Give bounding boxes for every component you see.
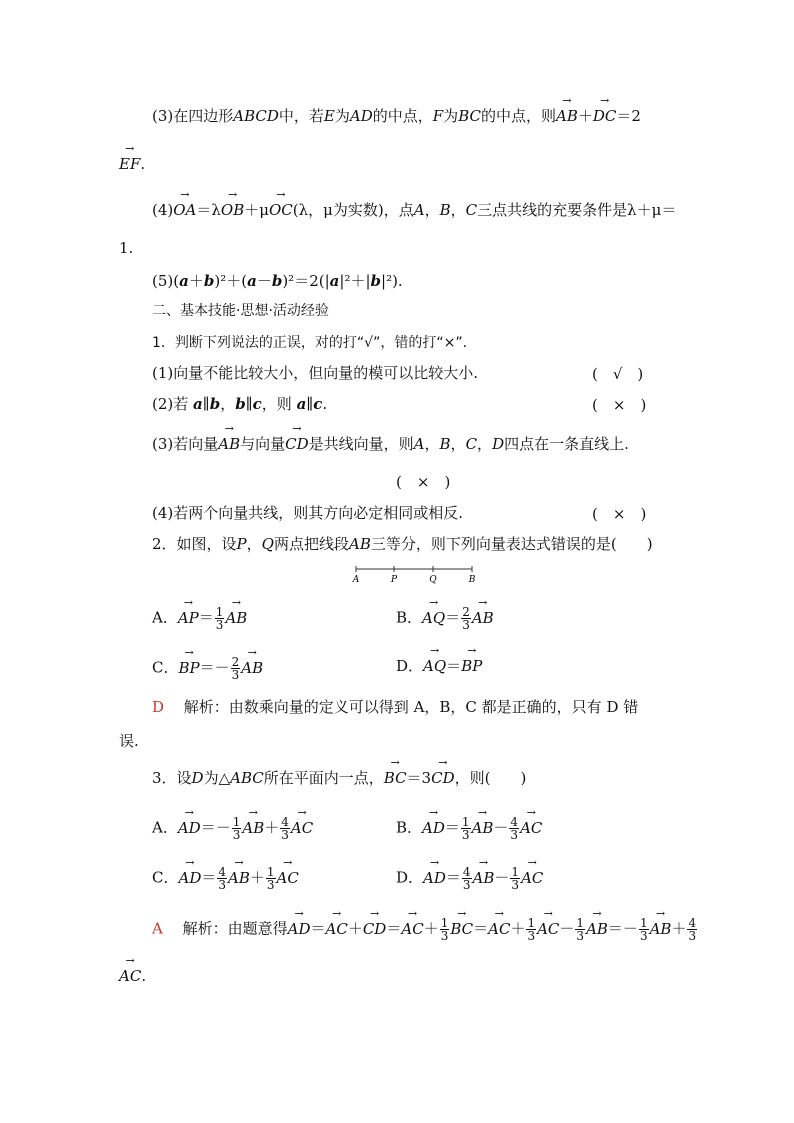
q1-item-3: (3)若向量→ AB与向量→ CD是共线向量，则A，B，C，D四点在一条直线上. bbox=[152, 434, 629, 454]
q1-item-4: (4)若两个向量共线，则其方向必定相同或相反. bbox=[152, 504, 464, 522]
q1-answer-4: ( × ) bbox=[592, 505, 647, 523]
q2-option-b[interactable]: B．→ AQ＝ $\frac{2}{3}$ → AB bbox=[396, 606, 494, 631]
q1-answer-2: ( × ) bbox=[592, 396, 647, 414]
q1-item-2: (2)若 a∥b，b∥c，则 a∥c. bbox=[152, 395, 328, 413]
label-q: Q bbox=[429, 575, 437, 585]
label-a: A bbox=[352, 575, 360, 585]
q1-item-1: (1)向量不能比较大小，但向量的模可以比较大小. bbox=[152, 364, 479, 382]
q2-stem: 2．如图，设P，Q两点把线段AB三等分，则下列向量表达式错误的是( ) bbox=[152, 535, 653, 553]
q2-option-d[interactable]: D．→ AQ＝→ BP bbox=[396, 656, 482, 676]
q3-stem: 3．设D为△ABC所在平面内一点，→ BC＝3→ CD，则( ) bbox=[152, 768, 526, 788]
section-heading: 二、基本技能·思想·活动经验 bbox=[152, 303, 329, 319]
q2-answer: D bbox=[152, 698, 165, 716]
q2-option-c[interactable]: C．→ BP＝－ $\frac{2}{3}$ → AB bbox=[152, 656, 263, 681]
q1-answer-1: ( √ ) bbox=[592, 365, 644, 383]
q1-stem: 1．判断下列说法的正误，对的打“√”，错的打“×”. bbox=[152, 335, 468, 351]
statement-5: (5)(a＋b)²＋(a－b)²＝2(|a|²＋|b|²). bbox=[152, 272, 403, 290]
q2-explanation: D 解析：由数乘向量的定义可以得到 A，B，C 都是正确的，只有 D 错 bbox=[152, 698, 639, 716]
statement-4: (4)→ OA＝λ→ OB＋μ→ OC(λ，μ为实数)，点A，B，C三点共线的充要条件是λ＋μ＝ bbox=[152, 200, 676, 220]
q3-option-d[interactable]: D．→ AD＝ $\frac{4}{3}$ → AB－ $\frac{1}{3}$ → AC bbox=[396, 866, 543, 891]
label-p: P bbox=[390, 575, 398, 585]
statement-3-cont: → EF. bbox=[119, 154, 145, 174]
q3-answer: A bbox=[152, 919, 163, 938]
statement-4-cont: 1. bbox=[119, 239, 134, 257]
q1-answer-3: ( × ) bbox=[396, 473, 451, 491]
q2-explanation-cont: 误. bbox=[119, 732, 139, 750]
q3-option-a[interactable]: A．→ AD＝－ $\frac{1}{3}$ → AB＋ $\frac{4}{3}$ → AC bbox=[152, 816, 313, 841]
label-b: B bbox=[468, 575, 476, 585]
q3-explanation: A 解析：由题意得→ AD＝→ AC＋→ CD＝→ AC＋ $\frac{1}{3}$ → BC＝→ AC＋ $\frac{1}{3}$ → AC－ $\frac{1}{3}$ → AB＝－ $\frac{1}{3}$ → AB＋ $\frac{4}{3}$ bbox=[152, 917, 698, 942]
segment-figure bbox=[350, 564, 480, 586]
statement-3: (3)在四边形ABCD中，若E为AD的中点，F为BC的中点，则→ AB＋→ DC＝2 bbox=[152, 106, 641, 126]
q3-option-c[interactable]: C．→ AD＝ $\frac{4}{3}$ → AB＋ $\frac{1}{3}$ → AC bbox=[152, 866, 299, 891]
q2-option-a[interactable]: A．→ AP＝ $\frac{1}{3}$ → AB bbox=[152, 606, 247, 631]
q3-option-b[interactable]: B．→ AD＝ $\frac{1}{3}$ → AB－ $\frac{4}{3}$ → AC bbox=[396, 816, 542, 841]
q3-explanation-cont: → AC. bbox=[119, 966, 146, 986]
